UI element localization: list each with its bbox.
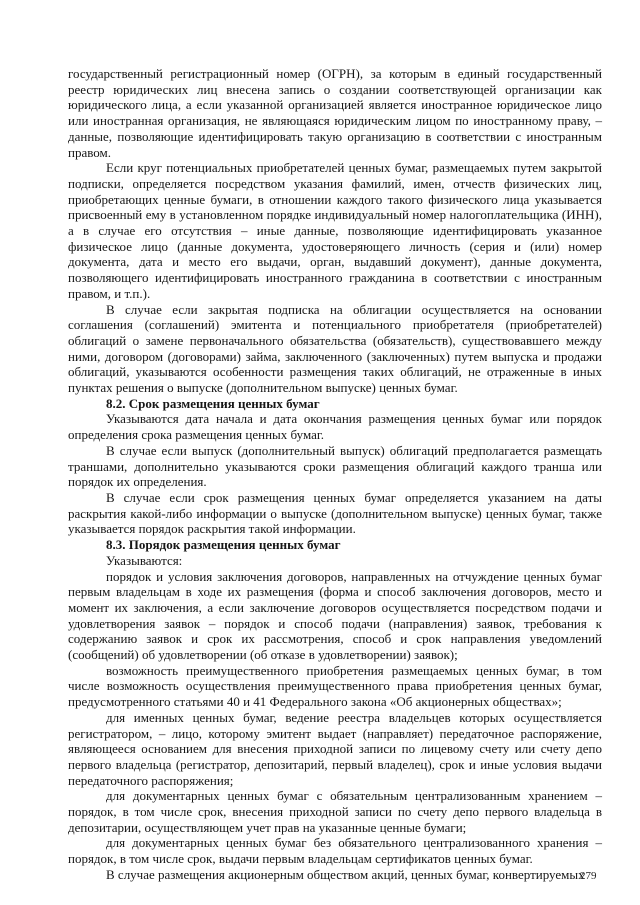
paragraph-8: порядок и условия заключения договоров, направленных на отчуждение ценных бумаг первым владельцам в ходе их размещения (форма и способ заключения договоров, место и момент их заключения, а если заключение договоров осуществляется посредством подачи и удовлетворения заявок – порядок и способ подачи (направления) заявок, требования к содержанию заявок и срок их рассмотрения, способ и срок направления уведомлений (сообщений) об удовлетворении (об отказе в удовлетворении) заявок); <box>68 568 602 663</box>
paragraph-3: В случае если закрытая подписка на облигации осуществляется на основании соглашения (соглашений) эмитента и потенциального приобретателя (приобретателей) облигаций о замене первоначального обязательства (обязательств), существовавшего между ними, договором (договорами) займа, заключенного (заключенных) путем выпуска и продажи облигаций, указываются особенности размещения таких облигаций, не отраженные в иных пунктах решения о выпуске (дополнительном выпуске) ценных бумаг. <box>68 301 602 396</box>
paragraph-12: для документарных ценных бумаг без обязательного централизованного хранения – порядок, в том числе срок, выдачи первым владельцам сертификатов ценных бумаг. <box>68 835 602 867</box>
paragraph-2: Если круг потенциальных приобретателей ценных бумаг, размещаемых путем закрытой подписки, определяется посредством указания фамилий, имен, отчеств физических лиц, приобретающих ценные бумаги, в отношении каждого такого физического лица указывается присвоенный ему в установленном порядке индивидуальный номер налогоплательщика (ИНН), а в случае его отсутствия – иные данные, позволяющие идентифицировать указанное физическое лицо (данные документа, удостоверяющего личность (серия и (или) номер документа, дата и место его выдачи, орган, выдавший документ), данные документа, позволяющего идентифицировать иностранного гражданина в соответствии с иностранным правом, и т.п.). <box>68 160 602 301</box>
section-heading-8-2: 8.2. Срок размещения ценных бумаг <box>106 395 320 411</box>
paragraph-7: Указываются: <box>106 552 183 568</box>
paragraph-5: В случае если выпуск (дополнительный выпуск) облигаций предполагается размещать траншами, дополнительно указываются сроки размещения облигаций каждого транша или порядок их определения. <box>68 442 602 490</box>
section-heading-8-3: 8.3. Порядок размещения ценных бумаг <box>106 537 341 553</box>
page-number: 279 <box>580 870 597 882</box>
paragraph-9: возможность преимущественного приобретения размещаемых ценных бумаг, в том числе возможность осуществления преимущественного права приобретения ценных бумаг, предусмотренного статьями 40 и 41 Федерального закона «Об акционерных обществах»; <box>68 662 602 710</box>
paragraph-6: В случае если срок размещения ценных бумаг определяется указанием на даты раскрытия какой-либо информации о выпуске (дополнительном выпуске) ценных бумаг, также указывается порядок раскрытия такой информации. <box>68 489 602 537</box>
document-page <box>68 66 602 883</box>
paragraph-10: для именных ценных бумаг, ведение реестра владельцев которых осуществляется регистратором, – лицо, которому эмитент выдает (направляет) передаточное распоряжение, являющееся основанием для внесения приходной записи по лицевому счету или счету депо первого владельца (регистратор, депозитарий, первый владелец), срок и иные условия выдачи передаточного распоряжения; <box>68 709 602 788</box>
paragraph-4: Указываются дата начала и дата окончания размещения ценных бумаг или порядок определения срока размещения ценных бумаг. <box>68 411 602 443</box>
paragraph-13: В случае размещения акционерным обществом акций, ценных бумаг, конвертируемых <box>106 866 585 882</box>
paragraph-11: для документарных ценных бумаг с обязательным централизованным хранением – порядок, в том числе срок, внесения приходной записи по счету депо первого владельца в депозитарии, осуществляющем учет прав на указанные ценные бумаги; <box>68 788 602 835</box>
paragraph-1: государственный регистрационный номер (ОГРН), за которым в единый государственный реестр юридических лиц внесена запись о создании соответствующей организации как юридического лица, а если указанной организацией является иностранное юридическое лицо или иностранная организация, не являющаяся юридическим лицом по иностранному праву, – данные, позволяющие идентифицировать такую организацию в соответствии с иностранным правом. <box>68 66 602 160</box>
